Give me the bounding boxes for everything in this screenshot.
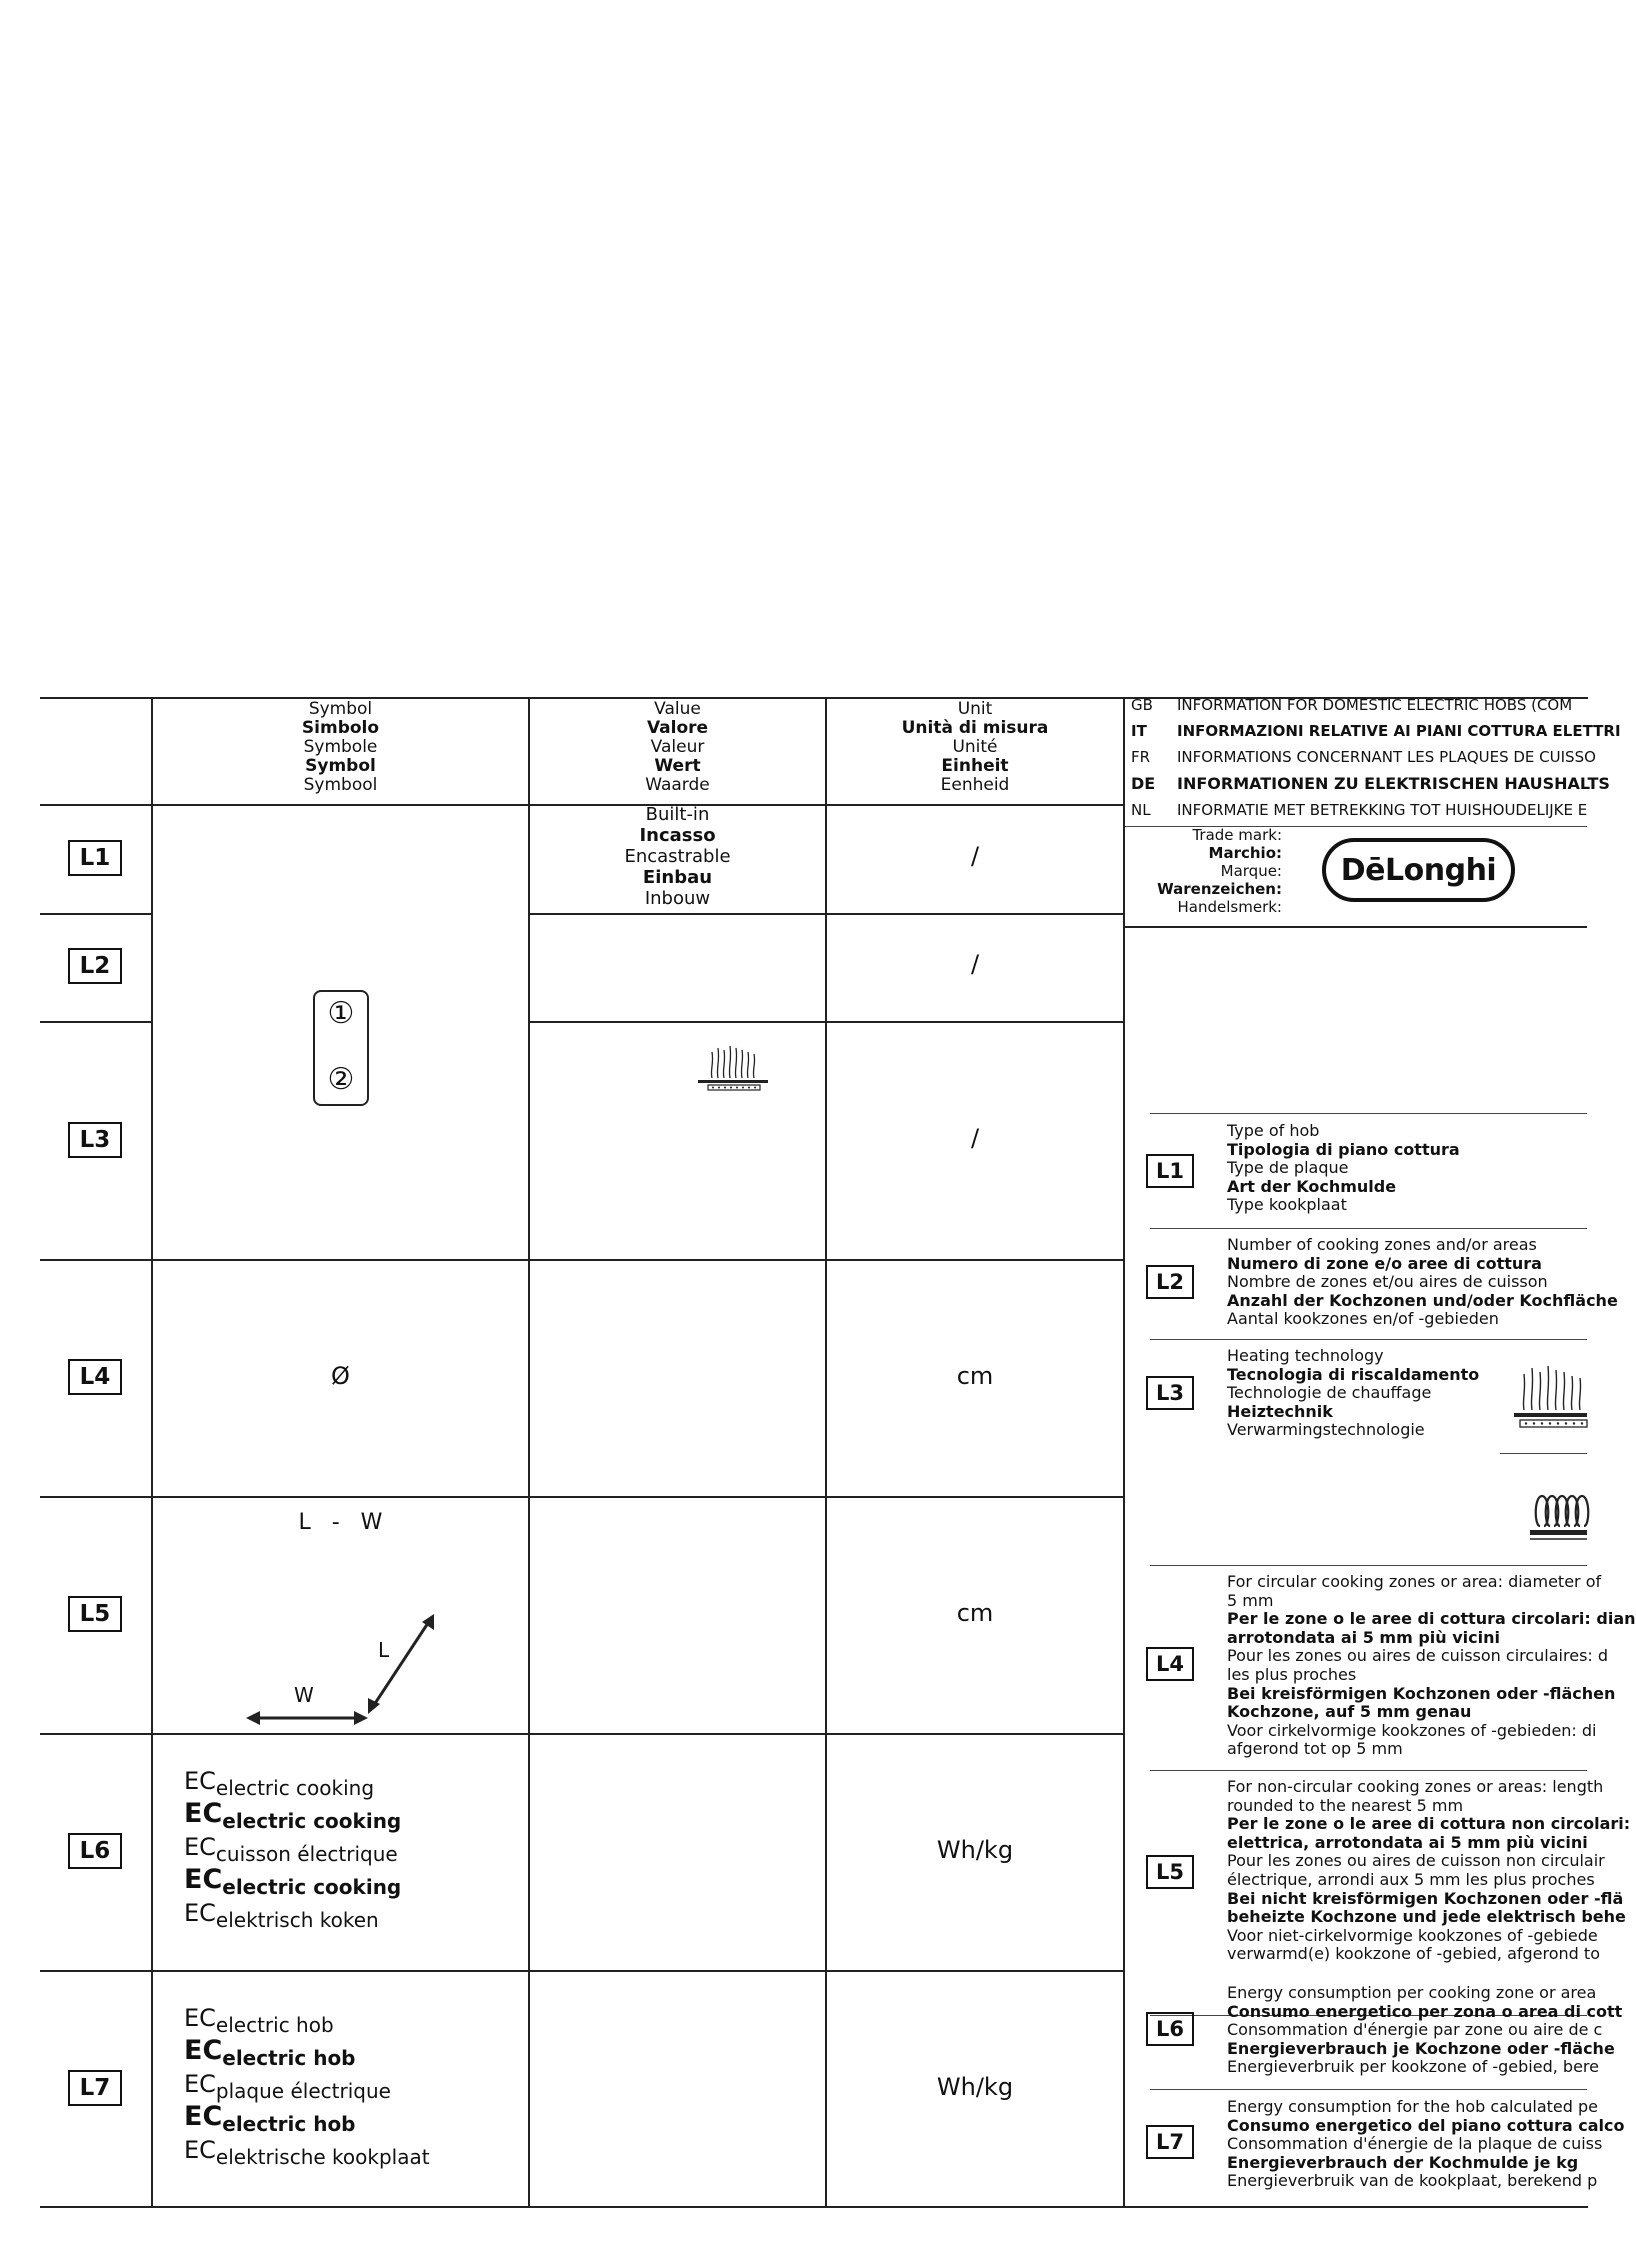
rule-l2 <box>530 1021 1125 1023</box>
info-desc-l5: For non-circular cooking zones or areas: length rounded to the nearest 5 mm Per le zone o le aree di cottura non circolari: elettrica, arrotondata ai 5 mm più vicini Pour les zones ou aires de cuisson non circulair électrique, arrondi aux 5 mm les plus proches Bei nicht kreisförmigen Kochzonen oder -flä beheizte Kochzone und jede elektrisch behe Voor niet-cirkelvormige kookzones of -gebiede verwarmd(e) kookzone of -gebied, afgerond to <box>1227 1777 1631 1964</box>
row-label-l3: L3 <box>68 1122 122 1158</box>
info-rule-6 <box>1150 2089 1587 2090</box>
info-rule-0 <box>1150 1113 1587 1114</box>
unit-l1: / <box>970 842 980 870</box>
col-rule-3 <box>825 697 827 2207</box>
row-label-l2: L2 <box>68 948 122 984</box>
info-label-l7: L7 <box>1146 2125 1194 2159</box>
delonghi-logo: DēLonghi <box>1322 838 1515 902</box>
info-label-l2: L2 <box>1146 1265 1194 1299</box>
diameter-symbol: Ø <box>331 1362 350 1390</box>
ec-electric-hob: $EC_{electric hob}$ $EC_{electric hob}$ $EC_{plaque électrique}$ $EC_{electric hob}$ $EC_{elektrische kookplaat}$ <box>184 2004 430 2169</box>
lang-it: IT INFORMAZIONI RELATIVE AI PIANI COTTURA ELETTRI <box>1131 722 1621 740</box>
cooking-zones-symbol <box>313 990 369 1106</box>
dimension-arrows-icon <box>240 1600 450 1730</box>
header-symbol: Symbol Simbolo Symbole Symbol Symbool <box>301 699 380 795</box>
info-rule-2 <box>1150 1339 1587 1340</box>
info-desc-l7: Energy consumption for the hob calculated pe Consumo energetico del piano cottura calco Consommation d'énergie de la plaque de cuiss Energieverbrauch der Kochmulde je kg Energieverbruik van de kookplaat, berekend p <box>1227 2097 1625 2191</box>
trademark-labels: Trade mark: Marchio: Marque: Warenzeichen: Handelsmerk: <box>1157 826 1282 916</box>
rule-l4 <box>40 1496 1125 1498</box>
info-desc-l1: Type of hob Tipologia di piano cottura Type de plaque Art der Kochmulde Type kookplaat <box>1227 1121 1460 1215</box>
length-width-label: L - W <box>298 1510 383 1535</box>
trademark-bottom-rule <box>1125 926 1587 928</box>
induction-coil-icon <box>1530 1480 1587 1546</box>
info-rule-3a <box>1500 1453 1587 1454</box>
rule-l2-label <box>40 1021 153 1023</box>
table-bottom-rule <box>40 2206 1588 2208</box>
info-desc-l6: Energy consumption per cooking zone or area Consumo energetico per zona o area di cott Consommation d'énergie par zone ou aire de c Energieverbrauch je Kochzone oder -fläche Energieverbruik per kookzone of -gebied, bere <box>1227 1983 1623 2077</box>
unit-l4: cm <box>956 1362 994 1390</box>
row-label-l1: L1 <box>68 840 122 876</box>
unit-l2: / <box>970 950 980 978</box>
row-label-l6: L6 <box>68 1833 122 1869</box>
info-label-l6: L6 <box>1146 2012 1194 2046</box>
unit-l6: Wh/kg <box>936 1836 1014 1864</box>
value-l1: Built-in Incasso Encastrable Einbau Inbouw <box>624 804 731 909</box>
lang-de: DE INFORMATIONEN ZU ELEKTRISCHEN HAUSHALTS <box>1131 774 1610 793</box>
radiant-heater-icon <box>1510 1360 1587 1435</box>
lang-fr: FR INFORMATIONS CONCERNANT LES PLAQUES DE CUISSO <box>1131 748 1596 766</box>
row-label-l5: L5 <box>68 1596 122 1632</box>
info-label-l4: L4 <box>1146 1647 1194 1681</box>
ec-electric-cooking: $EC_{electric cooking}$ $EC_{electric cooking}$ $EC_{cuisson électrique}$ $EC_{electric cooking}$ $EC_{elektrisch koken}$ <box>184 1767 402 1932</box>
radiant-heating-icon <box>694 1042 772 1096</box>
header-unit: Unit Unità di misura Unité Einheit Eenheid <box>901 699 1049 795</box>
unit-l7: Wh/kg <box>936 2073 1014 2101</box>
unit-l3: / <box>970 1124 980 1152</box>
col-rule-1 <box>151 697 153 2207</box>
header-value: Value Valore Valeur Wert Waarde <box>645 699 710 795</box>
info-rule-3 <box>1150 1565 1587 1566</box>
zone-number-1: ① <box>327 996 355 1031</box>
info-desc-l3: Heating technology Tecnologia di riscaldamento Technologie de chauffage Heiztechnik Verwarmingstechnologie <box>1227 1346 1480 1440</box>
rule-l3 <box>40 1259 1125 1261</box>
rule-l5 <box>40 1733 1125 1735</box>
info-rule-4 <box>1150 1770 1587 1771</box>
info-desc-l4: For circular cooking zones or area: diameter of 5 mm Per le zone o le aree di cottura circolari: dian arrotondata ai 5 mm più vicini Pour les zones ou aires de cuisson circulaires: d les plus proches Bei kreisförmigen Kochzonen oder -flächen Kochzone, auf 5 mm genau Voor cirkelvormige kookzones of -gebieden: di afgerond tot op 5 mm <box>1227 1572 1636 1759</box>
rule-l6 <box>40 1970 1125 1972</box>
lang-nl: NL INFORMATIE MET BETREKKING TOT HUISHOUDELIJKE E <box>1131 801 1588 819</box>
info-label-l1: L1 <box>1146 1154 1194 1188</box>
arrow-label-l: L <box>378 1638 390 1662</box>
col-rule-4 <box>1123 697 1125 2207</box>
unit-l5: cm <box>956 1599 994 1627</box>
info-label-l3: L3 <box>1146 1376 1194 1410</box>
info-desc-l2: Number of cooking zones and/or areas Numero di zone e/o aree di cottura Nombre de zones et/ou aires de cuisson Anzahl der Kochzonen und/oder Kochfläche Aantal kookzones en/of -gebieden <box>1227 1235 1618 1329</box>
lang-gb: GB INFORMATION FOR DOMESTIC ELECTRIC HOBS (COM <box>1131 696 1573 714</box>
rule-l1-label <box>40 913 153 915</box>
info-rule-1 <box>1150 1228 1587 1229</box>
arrow-label-w: W <box>294 1683 314 1707</box>
zone-number-2: ② <box>327 1062 355 1097</box>
rule-l1 <box>530 913 1125 915</box>
row-label-l7: L7 <box>68 2070 122 2106</box>
row-label-l4: L4 <box>68 1359 122 1395</box>
col-rule-2 <box>528 697 530 2207</box>
info-label-l5: L5 <box>1146 1855 1194 1889</box>
